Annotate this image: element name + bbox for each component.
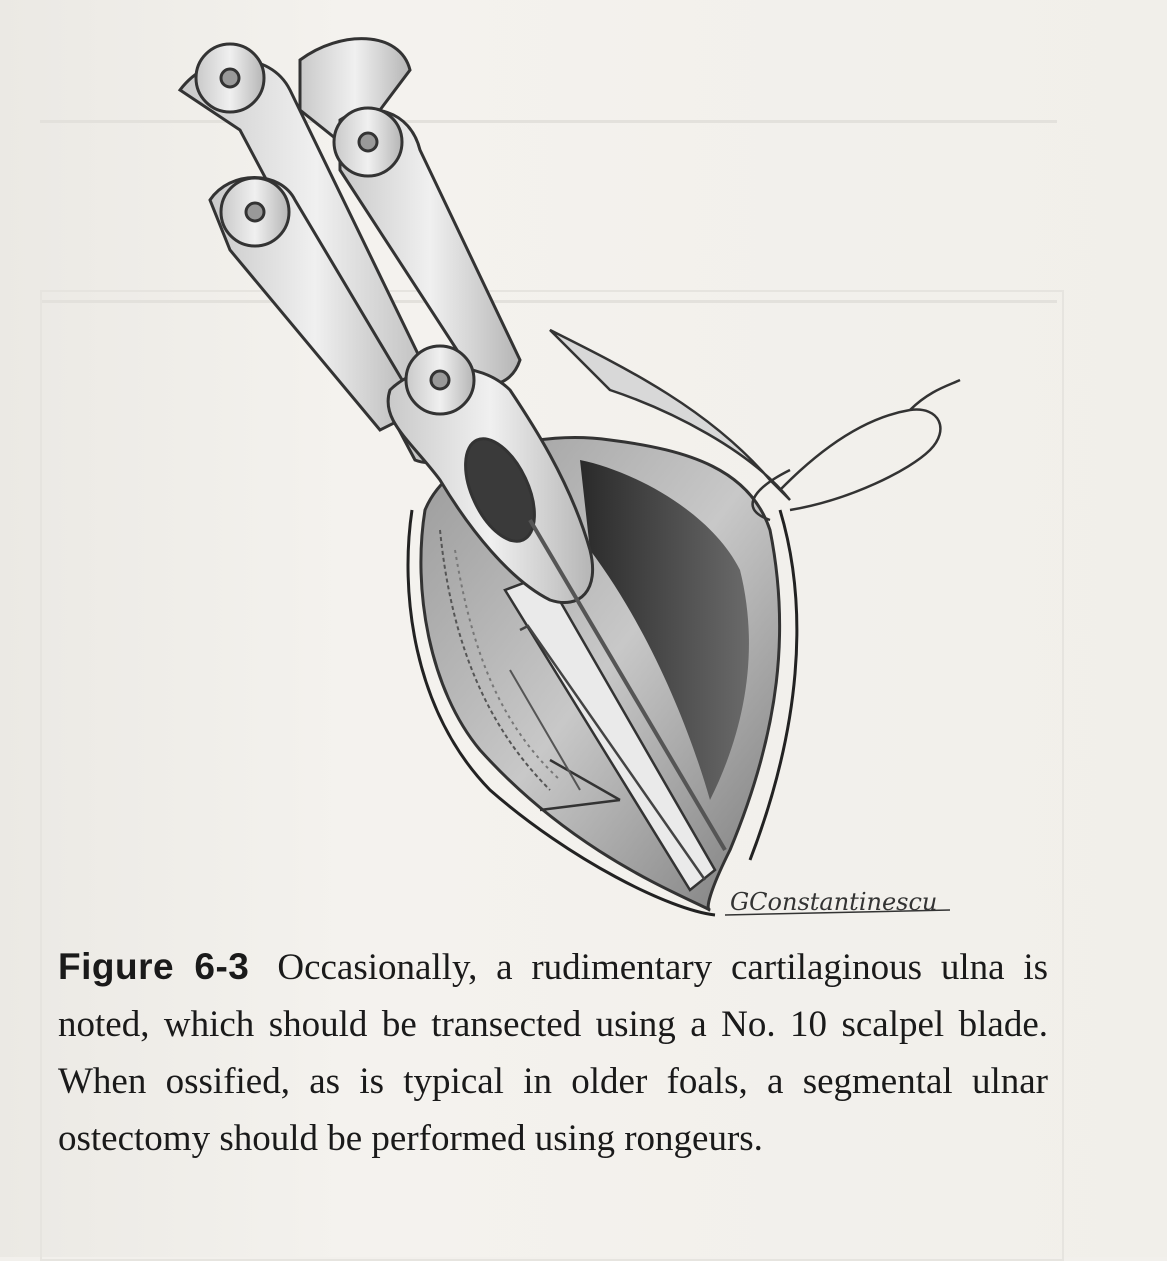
figure-label: Figure 6-3 (58, 946, 250, 987)
suture-loop (753, 380, 960, 520)
figure-caption (58, 938, 1048, 1167)
caption-text: Occasionally, a rudimentary cartilaginous ulna is noted, which should be transected using a No. 10 scalpel blade. When ossified, as is typical in older foals, a segmental ulnar ostectomy should be performed using rongeurs. (58, 947, 1048, 1159)
surgical-illustration (150, 30, 970, 930)
artist-signature: GConstantinescu (730, 888, 938, 916)
